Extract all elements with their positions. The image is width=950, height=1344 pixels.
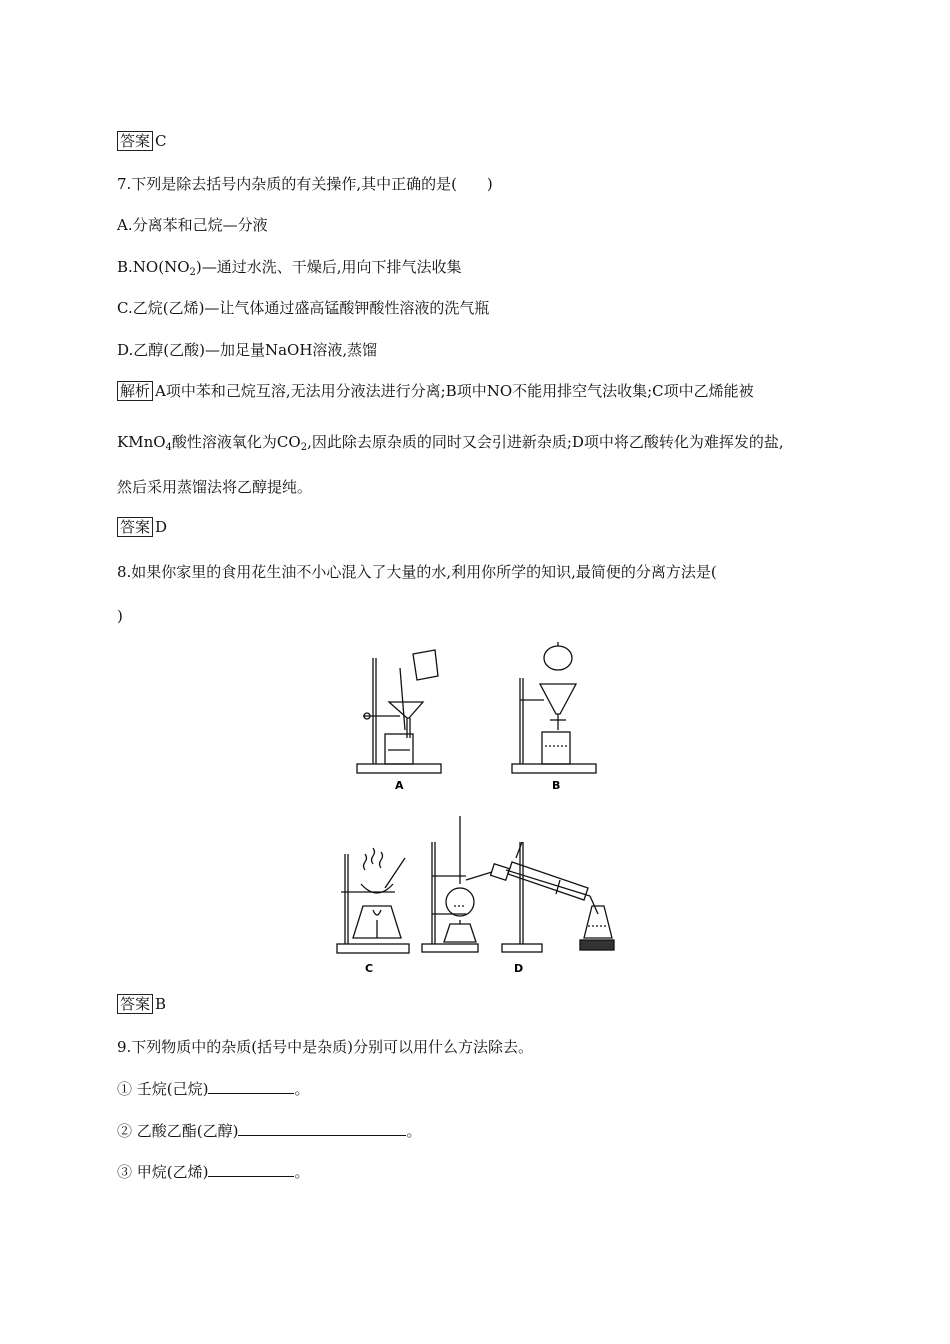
answer-value: B <box>155 995 167 1013</box>
q8-stem: 8.如果你家里的食用花生油不小心混入了大量的水,利用你所学的知识,最简便的分离方法是( <box>117 563 717 581</box>
apparatus-a-filtration <box>355 638 445 798</box>
q7-option-c: C.乙烷(乙烯)—让气体通过盛高锰酸钾酸性溶液的洗气瓶 <box>117 299 490 317</box>
answer-value: C <box>155 132 167 150</box>
answer-tag: 答案 <box>117 994 153 1014</box>
subscript: 2 <box>300 442 308 453</box>
q8-stem-end: ) <box>117 607 123 625</box>
answer-value: D <box>155 518 168 536</box>
answer-line-q7 <box>117 516 167 538</box>
apparatus-d-distillation <box>420 814 620 978</box>
apparatus-b-separating-funnel <box>510 636 600 796</box>
analysis-tag: 解析 <box>117 381 153 401</box>
subscript: 4 <box>165 442 172 453</box>
q9-item-3 <box>117 1161 310 1183</box>
answer-tag: 答案 <box>117 131 153 151</box>
apparatus-c-evaporation <box>335 840 415 978</box>
text-run: ,因此除去原杂质的同时又会引进新杂质;D项中将乙酸转化为难挥发的盐, <box>307 433 784 451</box>
text-run: 。 <box>406 1122 422 1140</box>
text-run: ③ 甲烷(乙烯) <box>117 1163 209 1181</box>
q7-stem: 7.下列是除去括号内杂质的有关操作,其中正确的是( ) <box>117 175 493 193</box>
text-run: 。 <box>294 1163 310 1181</box>
figure-label-d: D <box>514 962 524 975</box>
text-run: 。 <box>294 1080 310 1098</box>
answer-blank[interactable] <box>238 1121 406 1136</box>
figure-label-c: C <box>365 962 374 975</box>
q7-option-b <box>117 256 462 278</box>
q9-item-2 <box>117 1120 422 1142</box>
figure-label-a: A <box>395 779 404 792</box>
text-run: )—通过水洗、干燥后,用向下排气法收集 <box>195 258 462 276</box>
answer-blank[interactable] <box>208 1162 294 1177</box>
text-run: B.NO(NO <box>117 258 190 276</box>
q7-option-a: A.分离苯和己烷—分液 <box>117 216 268 234</box>
answer-tag: 答案 <box>117 517 153 537</box>
q9-item-1 <box>117 1078 310 1100</box>
answer-line-q6 <box>117 130 167 152</box>
q9-stem: 9.下列物质中的杂质(括号中是杂质)分别可以用什么方法除去。 <box>117 1038 534 1056</box>
q7-option-d: D.乙醇(乙酸)—加足量NaOH溶液,蒸馏 <box>117 341 378 359</box>
answer-blank[interactable] <box>208 1079 294 1094</box>
answer-line-q8 <box>117 993 166 1015</box>
q7-analysis-line1 <box>117 380 754 402</box>
text-run: A项中苯和己烷互溶,无法用分液法进行分离;B项中NO不能用排空气法收集;C项中乙烯能被 <box>155 382 754 400</box>
figure-label-b: B <box>552 779 561 792</box>
text-run: ② 乙酸乙酯(乙醇) <box>117 1122 239 1140</box>
subscript: 2 <box>189 267 196 278</box>
text-run: KMnO <box>117 433 166 451</box>
text-run: ① 壬烷(己烷) <box>117 1080 209 1098</box>
q7-analysis-line3: 然后采用蒸馏法将乙醇提纯。 <box>117 478 313 496</box>
q7-analysis-line2 <box>117 431 784 453</box>
text-run: 酸性溶液氧化为CO <box>171 433 301 451</box>
